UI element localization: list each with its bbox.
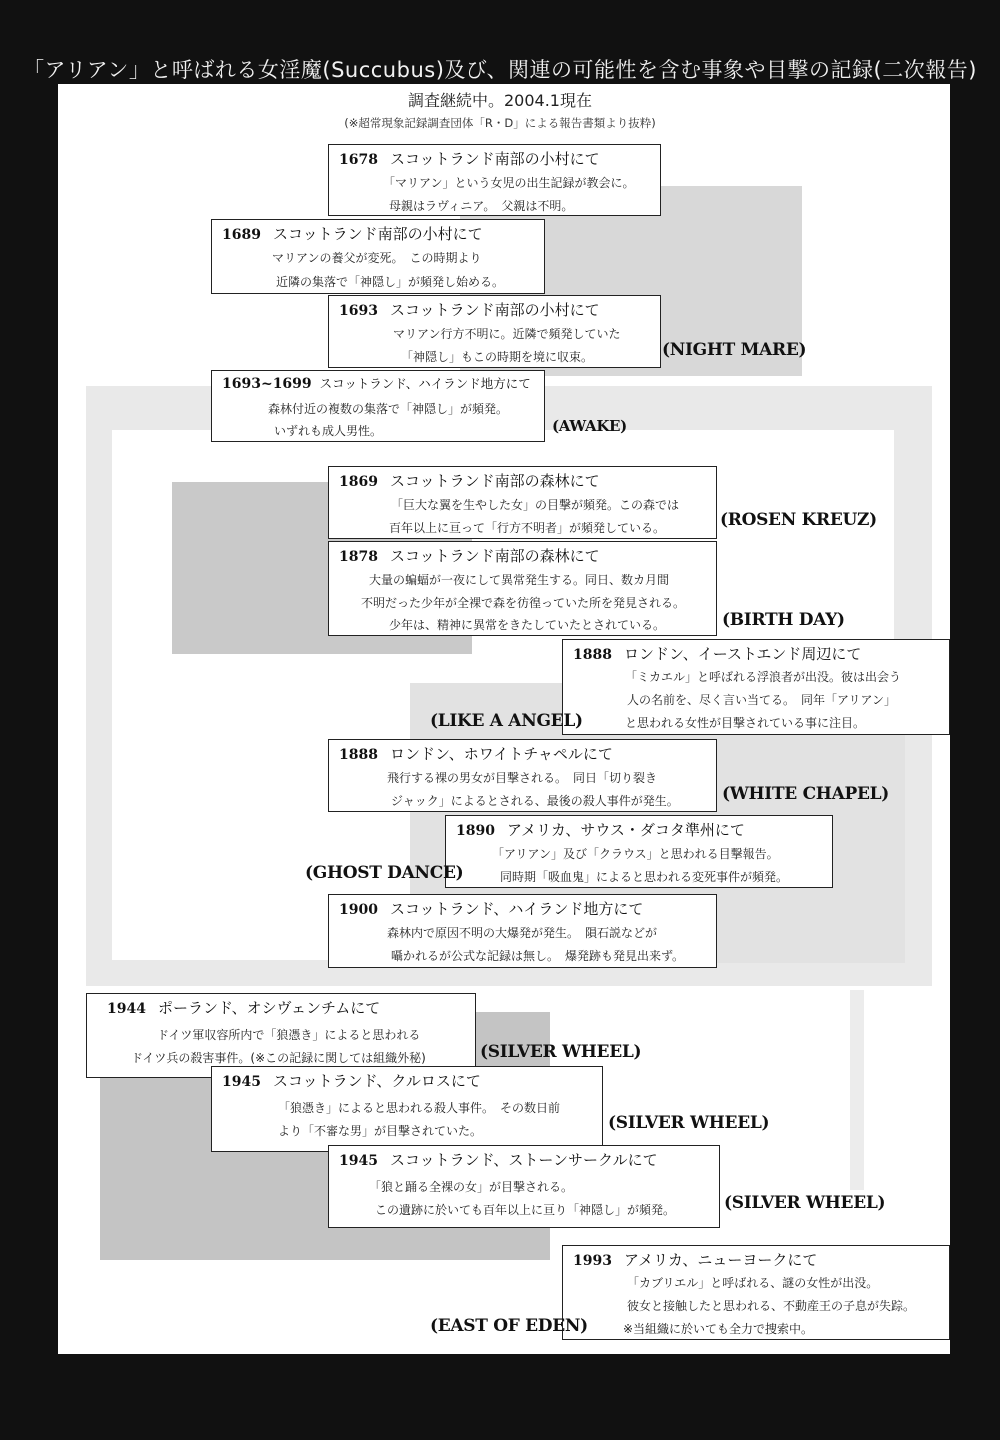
timeline-entry <box>211 370 545 442</box>
entry-year: 1689 <box>222 227 261 243</box>
entry-place: スコットランド南部の小村にて <box>389 150 600 168</box>
entry-heading <box>222 223 483 244</box>
episode-tag: (SILVER WHEEL) <box>724 1193 886 1213</box>
entry-heading <box>339 898 643 919</box>
entry-line: 彼女と接触したと思われる、不動産王の子息が失踪。 <box>627 1299 916 1313</box>
timeline-entry <box>328 466 717 539</box>
entry-line: と思われる女性が目撃されている事に注目。 <box>625 716 866 730</box>
entry-year: 1888 <box>339 747 378 763</box>
entry-line: ※当組織に於いても全力で捜索中。 <box>623 1322 814 1336</box>
timeline-entry <box>328 144 661 216</box>
episode-tag: (SILVER WHEEL) <box>608 1113 770 1133</box>
timeline-entry <box>211 219 545 294</box>
entry-year: 1890 <box>456 823 495 839</box>
timeline-entry <box>328 739 717 812</box>
entry-heading <box>222 374 531 392</box>
episode-tag: (LIKE A ANGEL) <box>430 711 583 731</box>
entry-line: より「不審な男」が目撃されていた。 <box>278 1124 483 1138</box>
entry-line: 「マリアン」という女児の出生記録が教会に。 <box>383 176 635 190</box>
timeline-entry <box>328 1145 720 1228</box>
timeline-entry <box>328 295 661 368</box>
entry-place: アメリカ、ニューヨークにて <box>623 1251 818 1269</box>
timeline-entry <box>562 639 950 735</box>
episode-tag: (AWAKE) <box>552 417 627 435</box>
entry-line: 近隣の集落で「神隠し」が頻発し始める。 <box>276 275 505 289</box>
entry-line: 人の名前を、尽く言い当てる。 同年「アリアン」 <box>627 693 897 707</box>
entry-heading <box>222 1070 481 1091</box>
entry-line: ドイツ兵の殺害事件。(※この記録に関しては組織外秘) <box>131 1051 426 1065</box>
entry-line: 森林付近の複数の集落で「神隠し」が頻発。 <box>268 402 509 416</box>
entry-line: 飛行する裸の男女が目撃される。 同日「切り裂き <box>387 771 658 785</box>
report-status: 調査継続中。2004.1現在 <box>408 91 592 110</box>
entry-place: ポーランド、オシヴェンチムにて <box>157 999 381 1017</box>
entry-heading <box>339 1149 658 1170</box>
entry-heading <box>573 1249 817 1270</box>
entry-year: 1878 <box>339 549 378 565</box>
timeline-entry <box>328 894 717 968</box>
episode-tag: (BIRTH DAY) <box>722 610 845 630</box>
timeline-entry <box>211 1066 603 1152</box>
episode-tag: (SILVER WHEEL) <box>480 1042 642 1062</box>
entry-place: スコットランド、ハイランド地方にて <box>389 900 644 918</box>
entry-line: 「狼憑き」によると思われる殺人事件。 その数日前 <box>278 1101 561 1115</box>
entry-heading <box>456 819 745 840</box>
entry-heading <box>107 997 380 1018</box>
entry-year: 1945 <box>222 1074 261 1090</box>
entry-line: 母親はラヴィニア。 父親は不明。 <box>389 199 574 213</box>
entry-year: 1869 <box>339 474 378 490</box>
entry-line: マリアンの養父が変死。 この時期より <box>272 251 482 265</box>
entry-place: スコットランド南部の森林にて <box>389 547 600 565</box>
shade-line-right <box>850 990 864 1190</box>
entry-line: 少年は、精神に異常をきたしていたとされている。 <box>389 618 666 632</box>
entry-place: ロンドン、ホワイトチャペルにて <box>389 745 613 763</box>
entry-line: マリアン行方不明に。近隣で頻発していた <box>393 327 621 341</box>
entry-year: 1944 <box>107 1001 146 1017</box>
entry-place: ロンドン、イーストエンド周辺にて <box>623 645 862 663</box>
entry-line: 同時期「吸血鬼」によると思われる変死事件が頻発。 <box>500 870 789 884</box>
entry-place: スコットランド南部の森林にて <box>389 472 600 490</box>
entry-line: 「狼と踊る全裸の女」が目撃される。 <box>369 1180 574 1194</box>
entry-place: スコットランド南部の小村にて <box>272 225 483 243</box>
entry-place: スコットランド南部の小村にて <box>389 301 600 319</box>
entry-line: この遺跡に於いても百年以上に亘り「神隠し」が頻発。 <box>375 1203 676 1217</box>
entry-heading <box>339 148 600 169</box>
page-title: 「アリアン」と呼ばれる女淫魔(Succubus)及び、関連の可能性を含む事象や目撃の記録(二次報告) <box>23 58 977 82</box>
entry-line: 森林内で原因不明の大爆発が発生。 隕石説などが <box>387 926 658 940</box>
episode-tag: (GHOST DANCE) <box>305 863 464 883</box>
entry-line: ドイツ軍収容所内で「狼憑き」によると思われる <box>157 1028 421 1042</box>
entry-heading <box>339 545 600 566</box>
entry-year: 1888 <box>573 647 612 663</box>
entry-heading <box>339 299 600 320</box>
entry-year: 1900 <box>339 902 378 918</box>
entry-year: 1678 <box>339 152 378 168</box>
entry-place: スコットランド、ハイランド地方にて <box>319 376 531 391</box>
timeline-entry <box>445 815 833 888</box>
timeline-entry <box>328 541 717 636</box>
entry-line: 百年以上に亘って「行方不明者」が頻発している。 <box>389 521 666 535</box>
entry-year: 1693 <box>339 303 378 319</box>
entry-line: いずれも成人男性。 <box>274 424 383 438</box>
entry-place: スコットランド、ストーンサークルにて <box>389 1151 658 1169</box>
entry-place: アメリカ、サウス・ダコタ準州にて <box>506 821 745 839</box>
entry-line: ジャック」によるとされる、最後の殺人事件が発生。 <box>391 794 679 808</box>
entry-line: 「神隠し」もこの時期を境に収束。 <box>401 350 594 364</box>
entry-year: 1945 <box>339 1153 378 1169</box>
timeline-entry <box>562 1245 950 1340</box>
entry-year: 1693~1699 <box>222 376 312 392</box>
entry-line: 「カブリエル」と呼ばれる、謎の女性が出没。 <box>627 1276 879 1290</box>
episode-tag: (NIGHT MARE) <box>662 340 807 360</box>
entry-heading <box>339 470 600 491</box>
episode-tag: (ROSEN KREUZ) <box>720 510 877 530</box>
entry-place: スコットランド、クルロスにて <box>272 1072 481 1090</box>
entry-heading <box>573 643 861 664</box>
entry-year: 1993 <box>573 1253 612 1269</box>
entry-line: 大量の蝙蝠が一夜にして異常発生する。同日、数カ月間 <box>369 573 670 587</box>
report-source: (※超常現象記録調査団体「R・D」による報告書類より抜粋) <box>344 116 656 130</box>
entry-line: 「ミカエル」と呼ばれる浮浪者が出没。彼は出会う <box>625 670 902 684</box>
episode-tag: (WHITE CHAPEL) <box>722 784 889 804</box>
episode-tag: (EAST OF EDEN) <box>430 1316 588 1336</box>
entry-line: 「巨大な翼を生やした女」の目撃が頻発。この森では <box>391 498 680 512</box>
entry-line: 囁かれるが公式な記録は無し。 爆発跡も発見出来ず。 <box>391 949 685 963</box>
entry-line: 不明だった少年が全裸で森を彷徨っていた所を発見される。 <box>361 596 686 610</box>
entry-heading <box>339 743 613 764</box>
entry-line: 「アリアン」及び「クラウス」と思われる目撃報告。 <box>492 847 779 861</box>
